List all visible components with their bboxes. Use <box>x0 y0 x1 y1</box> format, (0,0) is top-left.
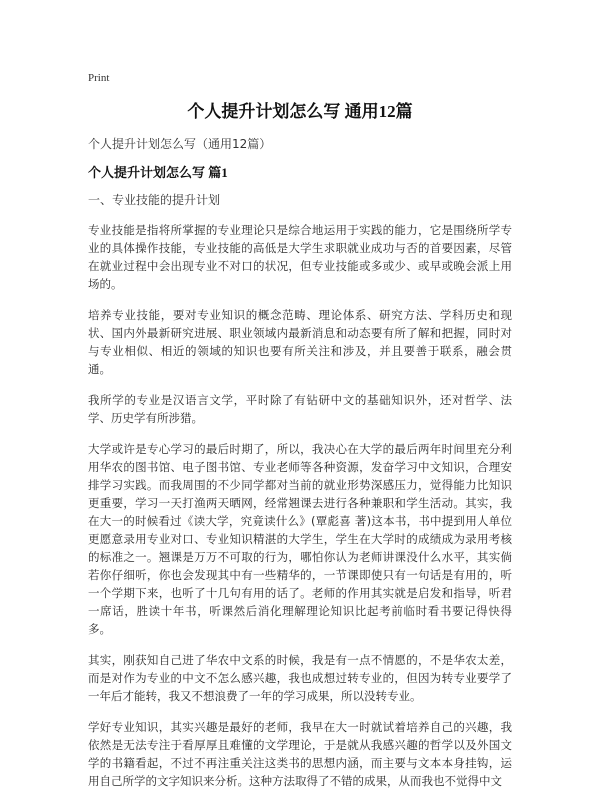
section-heading: 个人提升计划怎么写 篇1 <box>88 165 228 180</box>
document-title: 个人提升计划怎么写 通用12篇 <box>187 102 413 121</box>
sub-heading: 一、专业技能的提升计划 <box>88 193 221 207</box>
paragraph-2: 培养专业技能，要对专业知识的概念范畴、理论体系、研究方法、学科历史和现状、国内外最新研究进展、职业领域内最新消息和动态要有所了解和把握，同时对与专业相似、相近的领域的知识也要有所关注和涉及，并且要善于联系，融会贯通。 <box>88 308 512 376</box>
print-label[interactable]: Print <box>88 72 110 84</box>
paragraph-3: 我所学的专业是汉语言文学，平时除了有钻研中文的基础知识外，还对哲学、法学、历史学有所涉猎。 <box>88 393 512 425</box>
paragraph-1: 专业技能是指将所掌握的专业理论只是综合地运用于实践的能力，它是围绕所学专业的具体操作技能，专业技能的高低是大学生求职就业成功与否的首要因素，尽管在就业过程中会出现专业不对口的状况，但专业技能或多或少、或早或晚会派上用场的。 <box>88 223 512 291</box>
paragraph-4: 大学或许是专心学习的最后时期了，所以，我决心在大学的最后两年时间里充分利用华农的图书馆、电子图书馆、专业老师等各种资源，发奋学习中文知识，合理安排学习实践。而我周围的不少同学都对当前的就业形势深感压力，觉得能力比知识更重要，学习一天打渔两天晒网，经常翘课去进行各种兼职和学生活动。其实，我在大一的时候看过《读大学，究竟读什么》(覃彪喜 著)这本书，书中提到用人单位更愿意录用专业对口、专业知识精湛的大学生，学生在大学时的成绩成为录用考核的标准之一。翘课是万万不可取的行为，哪怕你认为老师讲课没什么水平，其实倘若你仔细听，你也会发现其中有一些精华的，一节课即使只有一句话是有用的，听一个学期下来，也听了十几句有用的话了。老师的作用其实就是启发和指导，听君一席话，胜读十年书，听课然后消化理解理论知识比起考前临时看书要记得快得多。 <box>88 442 512 636</box>
document-subtitle: 个人提升计划怎么写（通用12篇） <box>88 137 272 151</box>
paragraph-5: 其实，刚获知自己进了华农中文系的时候，我是有一点不情愿的，不是华农太差，而是对作为专业的中文不怎么感兴趣，我也成想过转专业的，但因为转专业要学了一年后才能转，我又不想浪费了一年的学习成果，所以没转专业。 <box>88 653 512 703</box>
paragraph-6: 学好专业知识，其实兴趣是最好的老师，我早在大一时就试着培养自己的兴趣，我依然是无法专注于看厚厚且难懂的文学理论，于是就从我感兴趣的哲学以及外国文学的书籍看起，不过不再注重关注这类书的思想内涵，而主要与文本本身挂钩，运用自己所学的文字知识来分析。这种方法取得了不错的成果，从而我也不觉得中文 <box>88 720 512 788</box>
